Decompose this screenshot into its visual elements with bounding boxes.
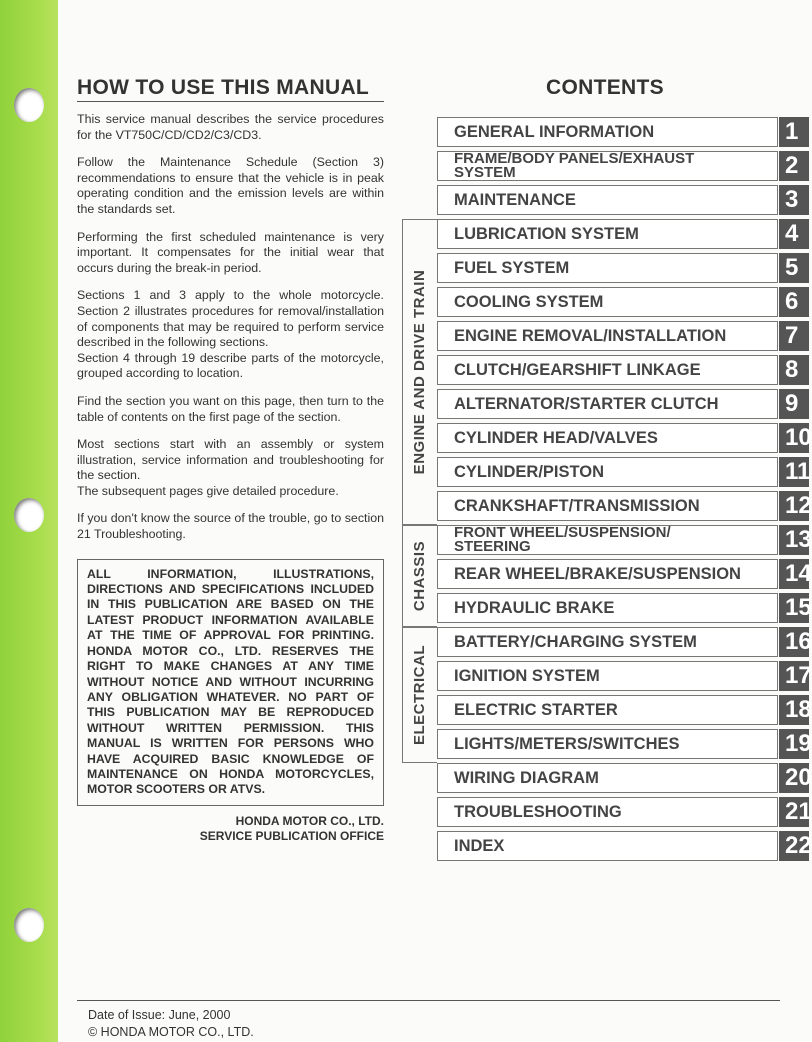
divider bbox=[77, 101, 384, 102]
toc-item[interactable] bbox=[437, 525, 778, 555]
toc-item-label: GENERAL INFORMATION bbox=[454, 123, 655, 141]
section-tab[interactable]: 8 bbox=[779, 355, 809, 385]
section-tab[interactable]: 1 bbox=[779, 117, 809, 147]
copyright: © HONDA MOTOR CO., LTD. bbox=[88, 1025, 254, 1039]
section-tab[interactable]: 12 bbox=[779, 491, 809, 521]
toc-item-label: CRANKSHAFT/TRANSMISSION bbox=[454, 497, 700, 515]
instructions-column bbox=[77, 112, 384, 844]
section-tab[interactable]: 15 bbox=[779, 593, 809, 623]
paragraph: Find the section you want on this page, then turn to the table of contents on the first page of the section. bbox=[77, 393, 384, 424]
paragraph: Follow the Maintenance Schedule (Section 3) recommendations to ensure that the vehicle is in peak operating condition and the emission levels are within the standards set. bbox=[77, 155, 384, 216]
section-tab[interactable]: 17 bbox=[779, 661, 809, 691]
toc-item-label: FUEL SYSTEM bbox=[454, 259, 570, 277]
toc-item-label: INDEX bbox=[454, 837, 505, 855]
toc-item-label: BATTERY/CHARGING SYSTEM bbox=[454, 633, 697, 651]
section-tab[interactable]: 14 bbox=[779, 559, 809, 589]
group-label: ELECTRICAL bbox=[411, 645, 428, 745]
toc-item[interactable] bbox=[437, 423, 778, 453]
paragraph: Sections 1 and 3 apply to the whole motorcycle. Section 2 illustrates procedures for removal/installation of components that may be required to perform service described in the following sections. bbox=[77, 288, 384, 350]
section-tab[interactable]: 18 bbox=[779, 695, 809, 725]
toc-item-label: CYLINDER HEAD/VALVES bbox=[454, 429, 658, 447]
toc-item[interactable] bbox=[437, 491, 778, 521]
toc-item[interactable] bbox=[437, 627, 778, 657]
issue-date: Date of Issue: June, 2000 bbox=[88, 1008, 231, 1022]
toc-item-label: FRAME/BODY PANELS/EXHAUST SYSTEM bbox=[454, 150, 695, 181]
contents-title: CONTENTS bbox=[546, 76, 664, 99]
footer-divider bbox=[77, 1000, 780, 1001]
section-tab[interactable]: 2 bbox=[779, 151, 809, 181]
toc-item-label: LUBRICATION SYSTEM bbox=[454, 225, 639, 243]
section-tab[interactable]: 3 bbox=[779, 185, 809, 215]
toc-item[interactable] bbox=[437, 117, 778, 147]
toc-item-label: ELECTRIC STARTER bbox=[454, 701, 618, 719]
toc-item-label: HYDRAULIC BRAKE bbox=[454, 599, 615, 617]
toc-item-label: ENGINE REMOVAL/INSTALLATION bbox=[454, 327, 727, 345]
toc-item[interactable] bbox=[437, 457, 778, 487]
group-label: CHASSIS bbox=[411, 540, 428, 612]
group-chassis bbox=[402, 525, 437, 627]
section-tab[interactable]: 5 bbox=[779, 253, 809, 283]
section-tab[interactable]: 20 bbox=[779, 763, 809, 793]
section-tab[interactable]: 7 bbox=[779, 321, 809, 351]
toc-item[interactable] bbox=[437, 729, 778, 759]
toc-item[interactable] bbox=[437, 661, 778, 691]
toc-item-label: IGNITION SYSTEM bbox=[454, 667, 600, 685]
punch-hole bbox=[14, 88, 44, 122]
paragraph: The subsequent pages give detailed procedure. bbox=[77, 483, 339, 498]
section-tab[interactable]: 19 bbox=[779, 729, 809, 759]
binder-edge bbox=[0, 0, 58, 1042]
toc-item[interactable] bbox=[437, 389, 778, 419]
punch-hole bbox=[14, 498, 44, 532]
toc-item[interactable] bbox=[437, 151, 778, 181]
toc-item[interactable] bbox=[437, 321, 778, 351]
toc-item-label: ALTERNATOR/STARTER CLUTCH bbox=[454, 395, 719, 413]
toc-item-label: COOLING SYSTEM bbox=[454, 293, 604, 311]
toc-item[interactable] bbox=[437, 287, 778, 317]
section-tab[interactable]: 16 bbox=[779, 627, 809, 657]
toc-item-label: FRONT WHEEL/SUSPENSION/ STEERING bbox=[454, 524, 671, 555]
toc-item[interactable] bbox=[437, 831, 778, 861]
paragraph: Performing the first scheduled maintenance is very important. It compensates for the initial wear that occurs during the break-in period. bbox=[77, 229, 384, 275]
toc-item-label: CLUTCH/GEARSHIFT LINKAGE bbox=[454, 361, 701, 379]
toc-item[interactable] bbox=[437, 797, 778, 827]
publisher-name: HONDA MOTOR CO., LTD. bbox=[235, 813, 384, 828]
toc-item-label: TROUBLESHOOTING bbox=[454, 803, 622, 821]
section-tab[interactable]: 21 bbox=[779, 797, 809, 827]
publisher bbox=[77, 814, 384, 844]
toc-item[interactable] bbox=[437, 253, 778, 283]
punch-hole bbox=[14, 908, 44, 942]
toc-item-label: LIGHTS/METERS/SWITCHES bbox=[454, 735, 680, 753]
toc-item[interactable] bbox=[437, 763, 778, 793]
toc-item-label: REAR WHEEL/BRAKE/SUSPENSION bbox=[454, 565, 741, 583]
paragraph: If you don't know the source of the trouble, go to section 21 Troubleshooting. bbox=[77, 511, 384, 542]
toc-item[interactable] bbox=[437, 559, 778, 589]
toc-item[interactable] bbox=[437, 185, 778, 215]
toc-item[interactable] bbox=[437, 695, 778, 725]
section-tab[interactable]: 9 bbox=[779, 389, 809, 419]
group-label: ENGINE AND DRIVE TRAIN bbox=[411, 269, 428, 475]
toc-item-label: WIRING DIAGRAM bbox=[454, 769, 599, 787]
paragraph: This service manual describes the service procedures for the VT750C/CD/CD2/C3/CD3. bbox=[77, 112, 384, 142]
section-tab[interactable]: 11 bbox=[779, 457, 809, 487]
notice-box: ALL INFORMATION, ILLUSTRATIONS, DIRECTIONS AND SPECIFICATIONS INCLUDED IN THIS PUBLICATION ARE BASED ON THE LATEST PRODUCT INFORMATION AVAILABLE AT THE TIME OF APPROVAL FOR PRINTING. HONDA MOTOR CO., LTD. RESERVES THE RIGHT TO MAKE CHANGES AT ANY TIME WITHOUT NOTICE AND WITHOUT INCURRING ANY OBLIGATION WHATEVER. NO PART OF THIS PUBLICATION MAY BE REPRODUCED WITHOUT WRITTEN PERMISSION. THIS MANUAL IS WRITTEN FOR PERSONS WHO HAVE ACQUIRED BASIC KNOWLEDGE OF MAINTENANCE ON HONDA MOTORCYCLES, MOTOR SCOOTERS OR ATVS. bbox=[77, 559, 384, 806]
toc-item[interactable] bbox=[437, 219, 778, 249]
toc-item-label: CYLINDER/PISTON bbox=[454, 463, 605, 481]
paragraph: Most sections start with an assembly or system illustration, service information and troubleshooting for the section. bbox=[77, 437, 384, 483]
group-electrical bbox=[402, 627, 437, 763]
group-engine bbox=[402, 219, 437, 525]
page-title: HOW TO USE THIS MANUAL bbox=[77, 76, 370, 99]
section-tab[interactable]: 4 bbox=[779, 219, 809, 249]
toc-item[interactable] bbox=[437, 355, 778, 385]
paragraph: Section 4 through 19 describe parts of the motorcycle, grouped according to location. bbox=[77, 350, 384, 381]
toc-item[interactable] bbox=[437, 593, 778, 623]
section-tab[interactable]: 22 bbox=[779, 831, 809, 861]
publisher-office: SERVICE PUBLICATION OFFICE bbox=[199, 828, 384, 843]
section-tab[interactable]: 13 bbox=[779, 525, 809, 555]
toc-item-label: MAINTENANCE bbox=[454, 191, 576, 209]
section-tab[interactable]: 10 bbox=[779, 423, 809, 453]
section-tab[interactable]: 6 bbox=[779, 287, 809, 317]
